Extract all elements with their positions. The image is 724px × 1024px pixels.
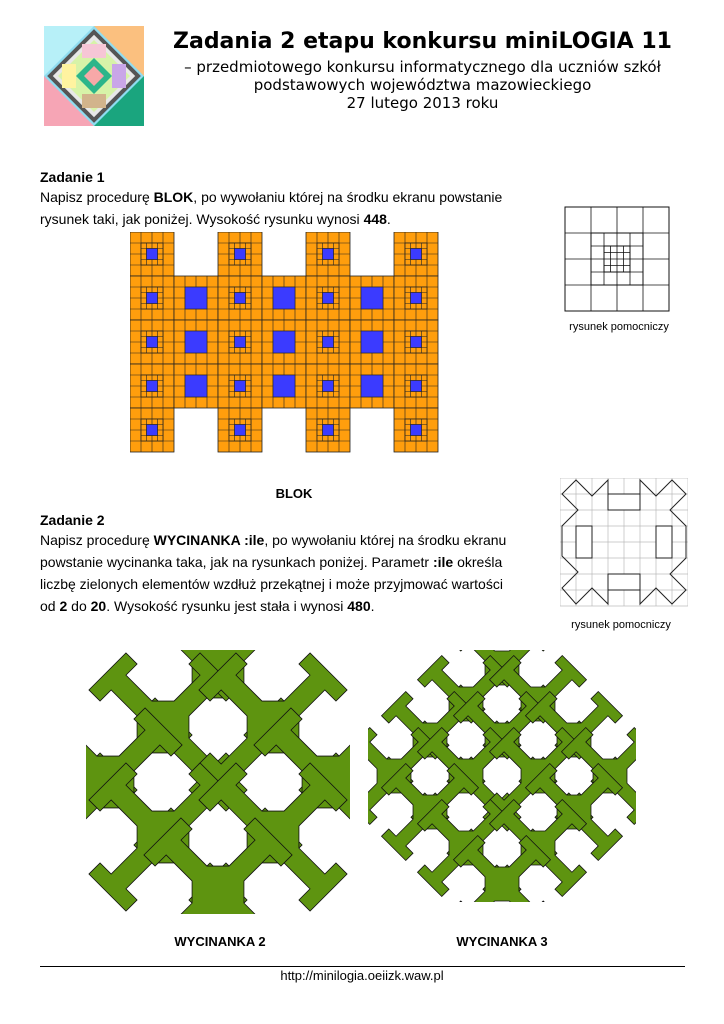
blok-figure-label: BLOK (275, 486, 313, 501)
blok-blue-core (147, 425, 158, 436)
task1-bold-height: 448 (363, 211, 387, 227)
blok-blue-core (361, 375, 383, 397)
footer-divider (40, 966, 685, 967)
subtitle-line-1: – przedmiotowego konkursu informatycznego dla uczniów szkół (184, 58, 661, 76)
task2-text-part: powstanie wycinanka taka, jak na rysunkach poniżej. Parametr (40, 554, 433, 570)
blok-blue-core (235, 249, 246, 260)
blok-blue-core (411, 249, 422, 260)
wycinanka-3-figure (368, 650, 636, 902)
task1-text-part: rysunek taki, jak poniżej. Wysokość rysunku wynosi (40, 211, 364, 227)
blok-blue-core (235, 381, 246, 392)
minilogia-logo-icon (44, 26, 144, 126)
blok-blue-core (185, 375, 207, 397)
blok-blue-core (411, 293, 422, 304)
blok-blue-core (411, 425, 422, 436)
helper-cutout-notch (608, 494, 640, 510)
blok-blue-core (323, 381, 334, 392)
blok-drawing (130, 232, 458, 468)
blok-blue-core (147, 249, 158, 260)
page-title: Zadania 2 etapu konkursu miniLOGIA 11 (173, 29, 672, 54)
task1-text-part: Napisz procedurę (40, 189, 154, 205)
blok-blue-core (147, 293, 158, 304)
task1-text-part: , po wywołaniu której na środku ekranu powstanie (193, 189, 503, 205)
wycinanka-element (454, 836, 551, 902)
task2-heading: Zadanie 2 (40, 512, 105, 528)
helper-figure-2 (560, 478, 688, 608)
blok-blue-core (361, 287, 383, 309)
blok-blue-core (147, 337, 158, 348)
task2-text-part: , po wywołaniu której na środku ekranu (264, 532, 507, 548)
task1-text-part: . (386, 211, 391, 227)
task2-bold-max: 20 (90, 598, 107, 614)
helper-figure-1 (564, 206, 670, 312)
blok-blue-core (323, 425, 334, 436)
wycinanka-2-label: WYCINANKA 2 (174, 934, 266, 949)
helper-cutout-notch (656, 526, 672, 558)
task2-text-part: od (40, 598, 60, 614)
wycinanka-2-drawing (86, 650, 350, 914)
blok-blue-core (147, 381, 158, 392)
blok-blue-core (273, 331, 295, 353)
wycinanka-2-figure (86, 650, 350, 914)
task2-bold-param: :ile (432, 554, 454, 570)
subtitle-line-2: podstawowych województwa mazowieckiego (253, 76, 592, 94)
footer-url: http://minilogia.oeiizk.waw.pl (280, 968, 444, 983)
blok-blue-core (361, 331, 383, 353)
blok-figure (130, 232, 458, 468)
helper-cutout-notch (608, 574, 640, 590)
blok-blue-core (411, 381, 422, 392)
blok-blue-core (235, 425, 246, 436)
blok-blue-core (185, 287, 207, 309)
task2-text-part: . (370, 598, 375, 614)
blok-blue-core (235, 337, 246, 348)
blok-blue-core (411, 337, 422, 348)
blok-blue-core (235, 293, 246, 304)
task2-text (40, 529, 544, 617)
task2-bold-min: 2 (59, 598, 68, 614)
wycinanka-3-label: WYCINANKA 3 (456, 934, 548, 949)
date-line: 27 lutego 2013 roku (346, 94, 499, 112)
blok-blue-core (273, 375, 295, 397)
task2-text-part: Napisz procedurę (40, 532, 154, 548)
task2-bold-name: WYCINANKA :ile (153, 532, 265, 548)
blok-blue-core (185, 331, 207, 353)
blok-blue-core (273, 287, 295, 309)
blok-blue-core (323, 293, 334, 304)
task1-bold-blok: BLOK (153, 189, 194, 205)
task1-text (40, 186, 540, 230)
blok-blue-core (323, 337, 334, 348)
helper-caption-2: rysunek pomocniczy (571, 619, 671, 631)
wycinanka-element (144, 818, 292, 914)
task2-text-part: liczbę zielonych elementów wzdłuż przekątnej i może przyjmować wartości (40, 576, 503, 592)
task1-heading: Zadanie 1 (40, 169, 105, 185)
blok-blue-core (323, 249, 334, 260)
wycinanka-3-drawing (368, 650, 636, 902)
helper-grid-drawing (564, 206, 670, 312)
task2-bold-height: 480 (347, 598, 371, 614)
helper-cutout-notch (576, 526, 592, 558)
task2-text-part: określa (453, 554, 503, 570)
helper-cutout-drawing (560, 478, 688, 608)
helper-caption-1: rysunek pomocniczy (569, 321, 669, 333)
task2-text-part: . Wysokość rysunku jest stała i wynosi (106, 598, 348, 614)
task2-text-part: do (67, 598, 91, 614)
